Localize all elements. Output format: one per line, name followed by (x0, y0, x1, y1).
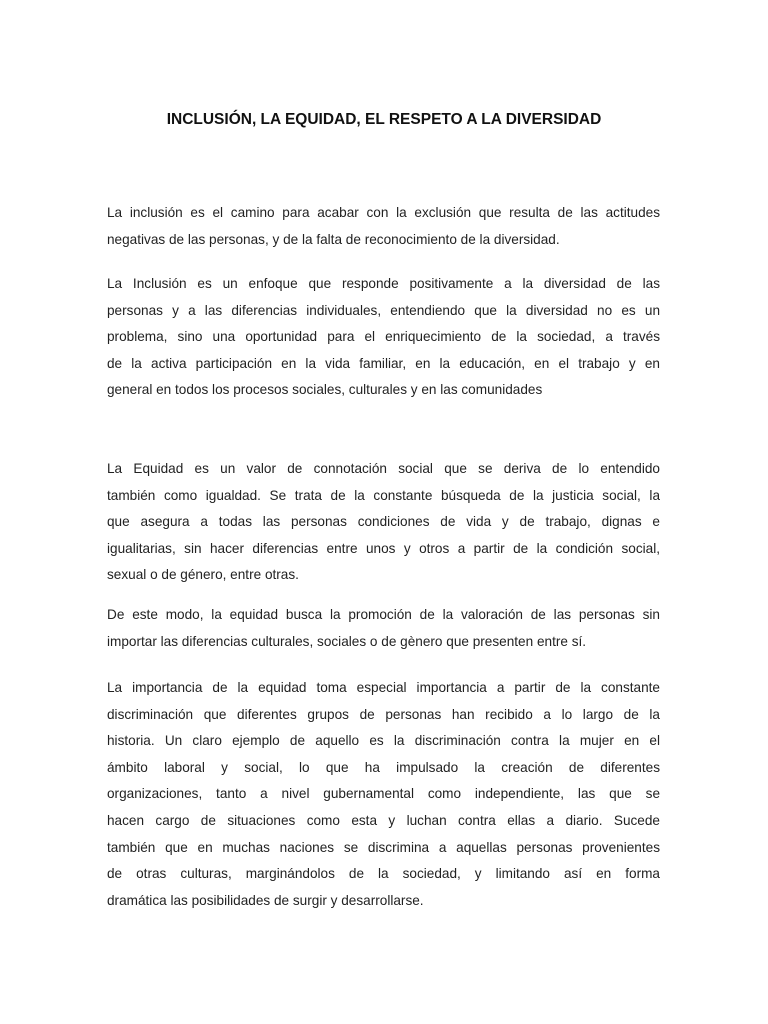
paragraph-line: discriminación que diferentes grupos de personas han recibido a lo largo de la (107, 706, 660, 722)
paragraph-line: de la activa participación en la vida familiar, en la educación, en el trabajo y en (107, 355, 660, 371)
paragraph-equidad-definition (107, 456, 660, 589)
paragraph-line: también como igualdad. Se trata de la constante búsqueda de la justicia social, la (107, 487, 660, 503)
paragraph-line: general en todos los procesos sociales, culturales y en las comunidades (107, 382, 543, 398)
paragraph-line: La Equidad es un valor de connotación social que se deriva de lo entendido (107, 461, 660, 476)
paragraph-line: De este modo, la equidad busca la promoción de la valoración de las personas sin (107, 607, 660, 622)
paragraph-line: de otras culturas, marginándolos de la sociedad, y limitando así en forma (107, 866, 660, 882)
paragraph-line: La Inclusión es un enfoque que responde positivamente a la diversidad de las (107, 276, 660, 291)
paragraph-line: que asegura a todas las personas condiciones de vida y de trabajo, dignas e (107, 514, 660, 530)
page-title: INCLUSIÓN, LA EQUIDAD, EL RESPETO A LA DIVERSIDAD (166, 111, 602, 128)
paragraph-line: negativas de las personas, y de la falta de reconocimiento de la diversidad. (107, 231, 560, 247)
paragraph-line: igualitarias, sin hacer diferencias entre unos y otros a partir de la condición social, (107, 540, 660, 556)
paragraph-line: dramática las posibilidades de surgir y desarrollarse. (107, 892, 424, 908)
paragraph-line: ámbito laboral y social, lo que ha impulsado la creación de diferentes (107, 759, 660, 775)
paragraph-line: también que en muchas naciones se discrimina a aquellas personas provenientes (107, 839, 660, 855)
paragraph-line: personas y a las diferencias individuales, entendiendo que la diversidad no es un (107, 302, 660, 318)
paragraph-line: La importancia de la equidad toma especial importancia a partir de la constante (107, 680, 660, 695)
paragraph-line: historia. Un claro ejemplo de aquello es la discriminación contra la mujer en el (107, 733, 660, 749)
paragraph-line: importar las diferencias culturales, sociales o de gènero que presenten entre sí. (107, 633, 587, 649)
paragraph-inclusion-intro (107, 200, 660, 253)
paragraph-line: La inclusión es el camino para acabar con la exclusión que resulta de las actitudes (107, 205, 660, 220)
paragraph-line: problema, sino una oportunidad para el enriquecimiento de la sociedad, a través (107, 329, 660, 345)
paragraph-line: sexual o de género, entre otras. (107, 567, 299, 583)
paragraph-equidad-importance (107, 675, 660, 914)
paragraph-line: hacen cargo de situaciones como esta y luchan contra ellas a diario. Sucede (107, 812, 660, 828)
paragraph-inclusion-approach (107, 271, 660, 404)
paragraph-line: organizaciones, tanto a nivel gubernamental como independiente, las que se (107, 786, 660, 802)
paragraph-equidad-promotion (107, 602, 660, 655)
